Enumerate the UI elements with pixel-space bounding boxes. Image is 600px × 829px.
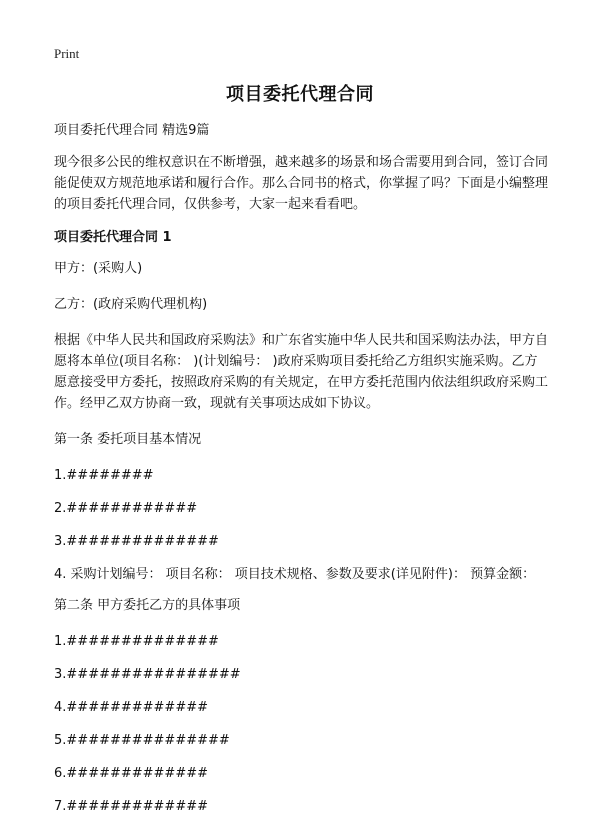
article-2-item: 6.############# (54, 766, 209, 781)
article-2-item: 4.############# (54, 700, 209, 715)
article-2-item: 1.############## (54, 634, 219, 649)
article-1-item: 1.######## (54, 468, 154, 483)
article-2-item: 7.############# (54, 799, 209, 814)
document-subtitle: 项目委托代理合同 精选9篇 (54, 123, 210, 138)
party-a-line: 甲方：(采购人) (54, 261, 143, 276)
article-1-item: 4. 采购计划编号： 项目名称： 项目技术规格、参数及要求(详见附件)： 预算金额： (54, 567, 536, 582)
print-link[interactable]: Print (54, 46, 80, 61)
article-1-title: 第一条 委托项目基本情况 (54, 432, 202, 447)
article-1-item: 3.############## (54, 534, 219, 549)
article-1-item: 2.############ (54, 501, 198, 516)
article-2-item: 5.############### (54, 733, 230, 748)
article-2-item: 3.################ (54, 667, 241, 682)
intro-paragraph: 现今很多公民的维权意识在不断增强，越来越多的场景和场合需要用到合同，签订合同能促使双方规范地承诺和履行合作。那么合同书的格式，你掌握了吗？下面是小编整理的项目委托代理合同，仅供参考，大家一起来看看吧。 (54, 155, 549, 212)
contract-body-paragraph: 根据《中华人民共和国政府采购法》和广东省实施中华人民共和国采购法办法，甲方自愿将本单位(项目名称： )(计划编号： )政府采购项目委托给乙方组织实施采购。乙方愿意接受甲方委托，按照政府采购的有关规定，在甲方委托范围内依法组织政府采购工作。经甲乙双方协商一致，现就有关事项达成如下协议。 (54, 333, 549, 411)
section-heading: 项目委托代理合同 1 (54, 230, 172, 245)
document-body (54, 120, 548, 829)
party-b-line: 乙方：(政府采购代理机构) (54, 297, 208, 312)
page-title: 项目委托代理合同 (226, 84, 374, 105)
article-2-title: 第二条 甲方委托乙方的具体事项 (54, 598, 241, 613)
